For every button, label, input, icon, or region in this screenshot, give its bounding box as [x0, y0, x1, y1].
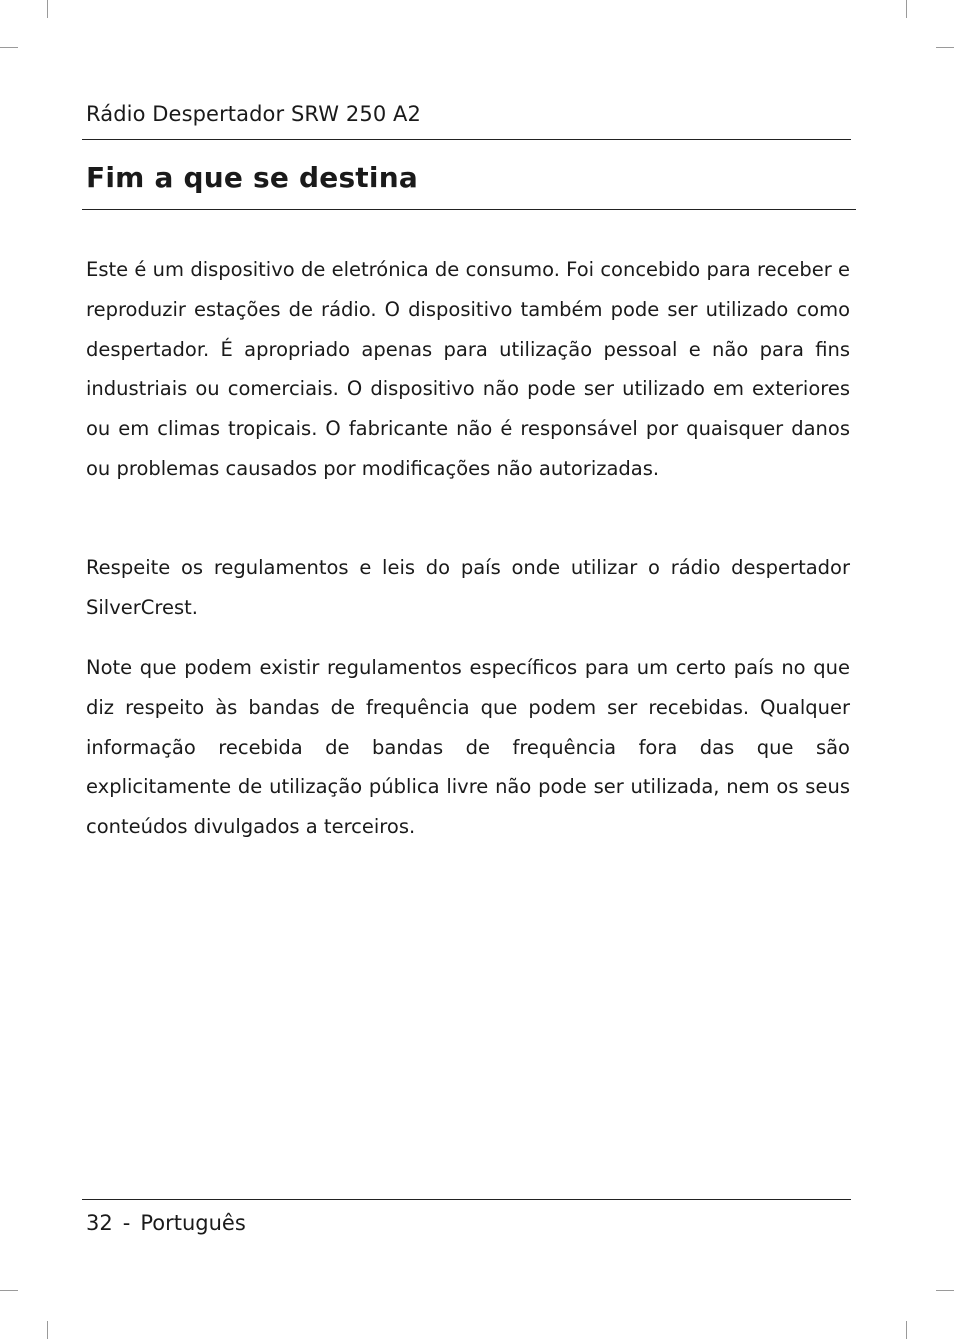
running-header: Rádio Despertador SRW 250 A2	[86, 102, 421, 126]
paragraph-regulations: Respeite os regulamentos e leis do país onde utilizar o rádio despertador SilverCrest.	[86, 556, 850, 619]
header-rule	[82, 139, 851, 140]
crop-mark-top-left-h	[0, 47, 18, 48]
crop-mark-top-right-h	[936, 47, 954, 48]
section-title: Fim a que se destina	[86, 161, 418, 194]
crop-mark-bottom-right	[906, 1321, 907, 1339]
crop-mark-bottom-left-h	[0, 1290, 18, 1291]
crop-mark-bottom-right-h	[936, 1290, 954, 1291]
title-rule	[82, 209, 856, 210]
footer-separator: -	[122, 1211, 131, 1235]
paragraph-intended-use: Este é um dispositivo de eletrónica de consumo. Foi concebido para receber e reproduzir estações de rádio. O dispositivo também pode ser utilizado como despertador. É apropriado apenas para utilização pessoal e não para fins industriais ou comerciais. O dispositivo não pode ser utilizado em exteriores ou em climas tropicais. O fabricante não é responsável por quaisquer danos ou problemas causados por modificações não autorizadas.	[86, 258, 850, 480]
paragraph-frequency-bands: Note que podem existir regulamentos específicos para um certo país no que diz respeito às bandas de frequência que podem ser recebidas. Qualquer informação recebida de bandas de frequência fora das que são explicitamente de utilização pública livre não pode ser utilizada, nem os seus conteúdos divulgados a terceiros.	[86, 656, 850, 839]
crop-mark-top-left	[47, 0, 48, 18]
crop-mark-top-right	[906, 0, 907, 18]
footer-rule	[82, 1199, 851, 1200]
page-number: 32	[86, 1211, 113, 1235]
page-footer	[86, 1209, 246, 1237]
footer-language: Português	[140, 1211, 246, 1235]
crop-mark-bottom-left	[47, 1321, 48, 1339]
